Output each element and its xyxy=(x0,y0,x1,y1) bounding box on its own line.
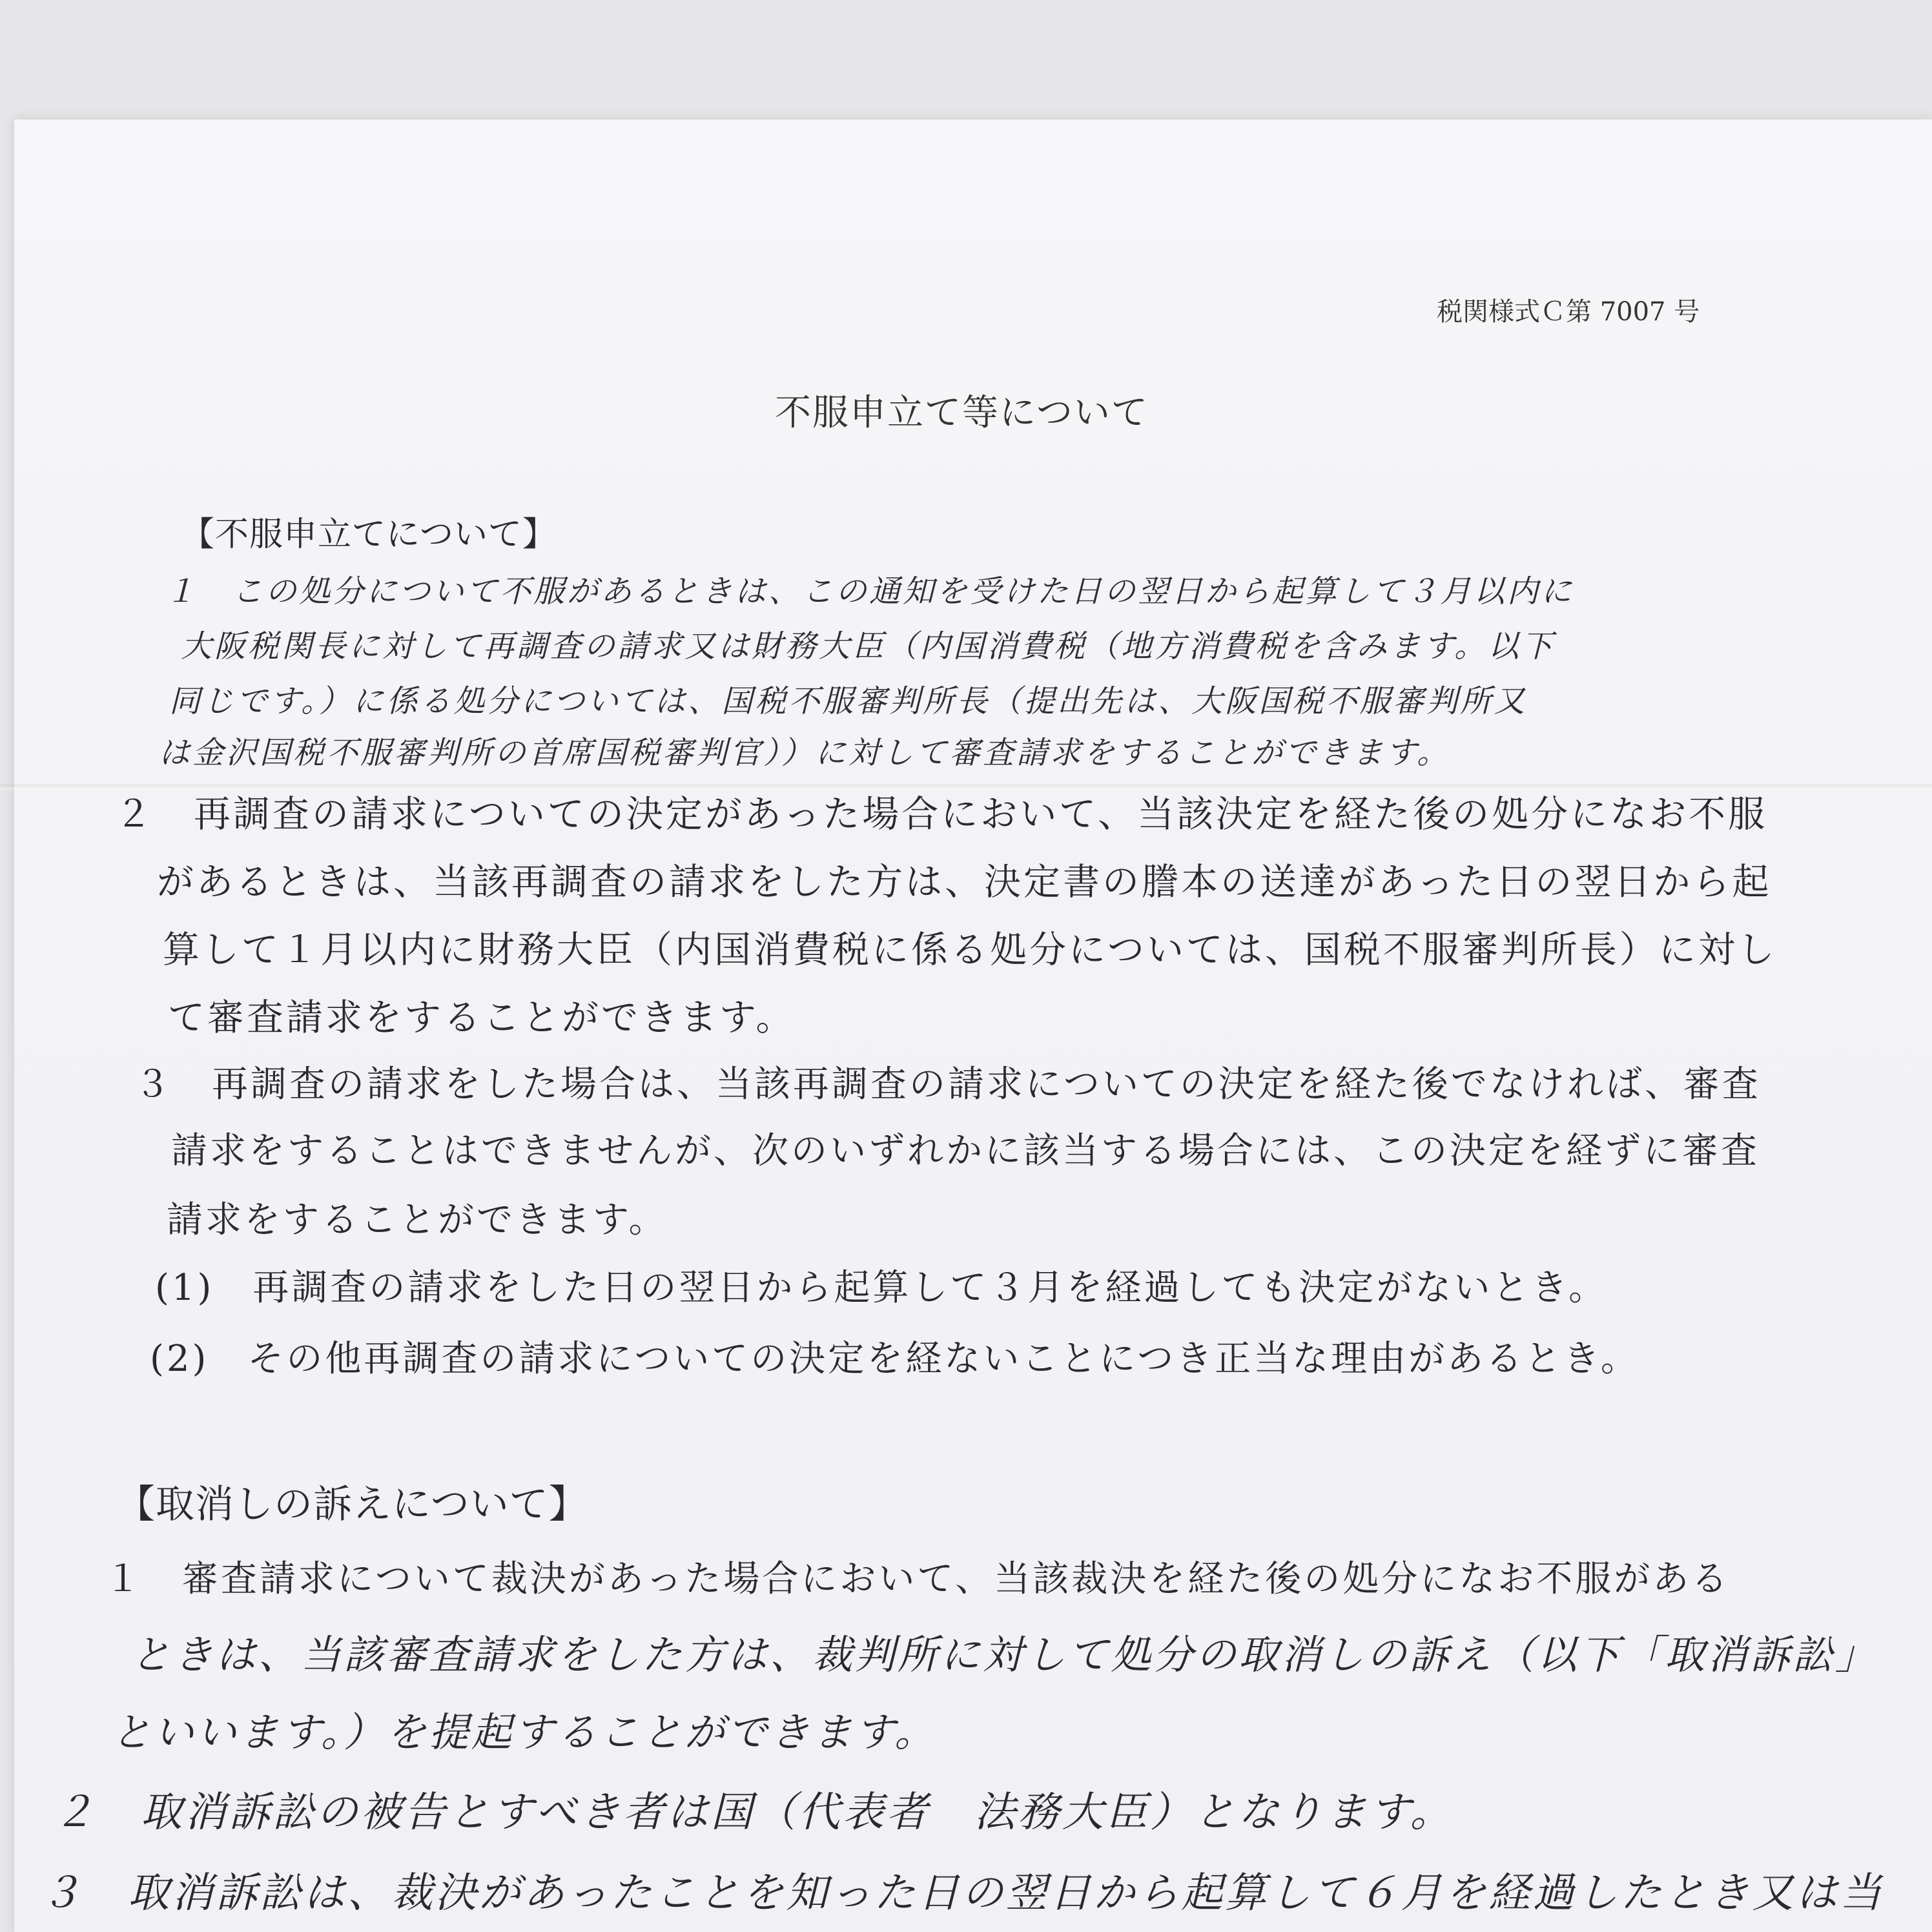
paragraph-line: ３ 再調査の請求をした場合は、当該再調査の請求についての決定を経た後でなければ、審査 xyxy=(134,1064,1761,1105)
paragraph-line: ２ 取消訴訟の被告とすべき者は国（代表者 法務大臣）となります。 xyxy=(53,1789,1454,1836)
form-number: 税関様式Ｃ第 7007 号 xyxy=(1437,297,1700,327)
list-item: (2) その他再調査の請求についての決定を経ないことにつき正当な理由があるとき。 xyxy=(150,1338,1639,1380)
paragraph-line: 大阪税関長に対して再調査の請求又は財務大臣（内国消費税（地方消費税を含みます。以下 xyxy=(181,628,1556,664)
section-heading-revocation: 【取消しの訴えについて】 xyxy=(116,1482,588,1527)
list-item: (1) 再調査の請求をした日の翌日から起算して３月を経過しても決定がないとき。 xyxy=(155,1267,1608,1309)
paragraph-line: １ 審査請求について裁決があった場合において、当該裁決を経た後の処分になお不服がある xyxy=(105,1558,1731,1600)
paragraph-line: ２ 再調査の請求についての決定があった場合において、当該決定を経た後の処分になお不服 xyxy=(115,793,1768,836)
section-heading-objection: 【不服申立てについて】 xyxy=(181,515,557,554)
paragraph-line: 請求をすることができます。 xyxy=(167,1199,668,1241)
document-title: 不服申立て等について xyxy=(775,392,1149,434)
paragraph-line: ときは、当該審査請求をした方は、裁判所に対して処分の取消しの訴え（以下「取消訴訟」 xyxy=(130,1631,1878,1678)
paper-fold xyxy=(0,785,1932,790)
paragraph-line: 同じです。）に係る処分については、国税不服審判所長（提出先は、大阪国税不服審判所又 xyxy=(169,683,1528,719)
paragraph-line: ３ 取消訴訟は、裁決があったことを知った日の翌日から起算して６月を経過したとき又は当 xyxy=(40,1869,1884,1917)
paragraph-line: １ この処分について不服があるときは、この通知を受けた日の翌日から起算して３月以内に xyxy=(165,573,1575,610)
paragraph-line: 算して１月以内に財務大臣（内国消費税に係る処分については、国税不服審判所長）に対し xyxy=(163,929,1777,971)
paragraph-line: は金沢国税不服審判所の首席国税審判官））に対して審査請求をすることができます。 xyxy=(159,735,1451,771)
paragraph-line: があるときは、当該再調査の請求をした方は、決定書の謄本の送達があった日の翌日から起 xyxy=(157,861,1772,903)
paragraph-line: といいます。）を提起することができます。 xyxy=(111,1709,938,1756)
paragraph-line: て審査請求をすることができます。 xyxy=(168,996,796,1039)
paragraph-line: 請求をすることはできませんが、次のいずれかに該当する場合には、この決定を経ずに審査 xyxy=(171,1130,1760,1172)
